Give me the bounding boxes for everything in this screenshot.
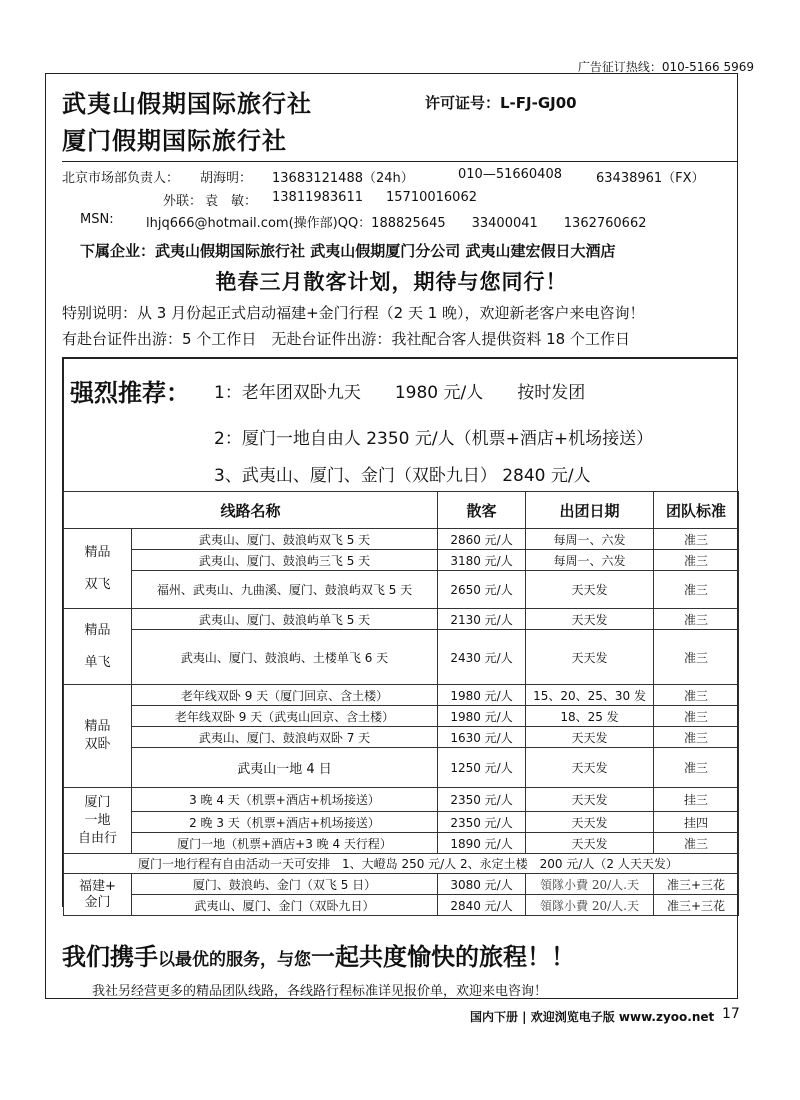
route-name: 武夷山一地 4 日 (132, 748, 438, 788)
category-xiamen-free: 厦门 一地 自由行 (64, 788, 132, 854)
table-row (64, 727, 739, 748)
route-standard: 准三 (654, 748, 739, 788)
route-price: 2860 元/人 (438, 529, 526, 550)
category-single-flight: 精品 单飞 (64, 609, 132, 685)
route-date: 天天发 (526, 727, 654, 748)
license-number: 许可证号：L-FJ-GJ00 (425, 94, 577, 112)
route-price: 2130 元/人 (438, 609, 526, 630)
table-row (64, 812, 739, 833)
page-number: 17 (722, 1006, 740, 1022)
route-standard: 准三+三花 (654, 895, 739, 916)
route-name: 老年线双卧 9 天（厦门回京、含土楼） (132, 685, 438, 706)
recommend-item-3: 3、武夷山、厦门、金门（双卧九日） 2840 元/人 (214, 466, 591, 486)
route-date: 天天发 (526, 812, 654, 833)
route-price: 1980 元/人 (438, 685, 526, 706)
category-fujian-jinmen: 福建+ 金门 (64, 874, 132, 916)
ad-hotline: 广告征订热线：010-5166 5969 (577, 60, 754, 74)
table-row (64, 874, 739, 895)
route-price: 2430 元/人 (438, 630, 526, 685)
route-date: 天天发 (526, 571, 654, 609)
contact-label-2: 外联： (163, 194, 203, 209)
contact-phone-1: 13683121488（24h） (272, 171, 414, 186)
xiamen-extra-note: 厦门一地行程有自由活动一天可安排 1、大嶝岛 250 元/人 2、永定土楼 200 元/人（2 人天天发） (64, 854, 739, 874)
route-standard: 准三 (654, 630, 739, 685)
route-price: 2350 元/人 (438, 788, 526, 812)
route-date: 天天发 (526, 630, 654, 685)
slogan-part-2: 以最优的服务，与您 (158, 950, 311, 970)
route-date: 每周一、六发 (526, 529, 654, 550)
table-row (64, 685, 739, 706)
route-price: 2840 元/人 (438, 895, 526, 916)
route-standard: 准三 (654, 727, 739, 748)
closing-note: 我社另经营更多的精品团队线路，各线路行程标准详见报价单，欢迎来电咨询！ (92, 984, 548, 999)
contact-fax: 63438961（FX） (596, 171, 705, 186)
route-date: 天天发 (526, 833, 654, 854)
table-row (64, 895, 739, 916)
table-row (64, 529, 739, 550)
route-name: 厦门、鼓浪屿、金门（双飞 5 日） (132, 874, 438, 895)
route-date: 每周一、六发 (526, 550, 654, 571)
recommend-label: 强烈推荐： (70, 379, 190, 407)
table-header-row (64, 492, 739, 529)
route-standard: 准三+三花 (654, 874, 739, 895)
route-date: 15、20、25、30 发 (526, 685, 654, 706)
slogan-part-1: 我们携手 (62, 943, 158, 971)
route-name: 武夷山、厦门、金门（双卧九日） (132, 895, 438, 916)
route-standard: 准三 (654, 685, 739, 706)
table-row (64, 748, 739, 788)
contact-phone-4: 15710016062 (386, 190, 477, 205)
header-price: 散客 (438, 492, 526, 529)
route-standard: 准三 (654, 833, 739, 854)
route-name: 福州、武夷山、九曲溪、厦门、鼓浪屿双飞 5 天 (132, 571, 438, 609)
route-name: 武夷山、厦门、鼓浪屿、土楼单飞 6 天 (132, 630, 438, 685)
table-row (64, 550, 739, 571)
route-date: 天天发 (526, 748, 654, 788)
special-note: 特别说明：从 3 月份起正式启动福建+金门行程（2 天 1 晚），欢迎新老客户来电咨询！ (62, 304, 645, 322)
header-route: 线路名称 (64, 492, 438, 529)
route-name: 武夷山、厦门、鼓浪屿单飞 5 天 (132, 609, 438, 630)
route-name: 厦门一地（机票+酒店+3 晚 4 天行程） (132, 833, 438, 854)
route-name: 2 晚 3 天（机票+酒店+机场接送） (132, 812, 438, 833)
contact-label-1: 北京市场部负责人： (62, 171, 180, 186)
route-name: 3 晚 4 天（机票+酒店+机场接送） (132, 788, 438, 812)
subsidiaries: 下属企业：武夷山假期国际旅行社 武夷山假期厦门分公司 武夷山建宏假日大酒店 (80, 242, 616, 260)
category-double-flight: 精品 双飞 (64, 529, 132, 609)
route-standard: 准三 (654, 609, 739, 630)
table-row (64, 571, 739, 609)
route-price: 2350 元/人 (438, 812, 526, 833)
category-sleeper: 精品 双卧 (64, 685, 132, 788)
route-price: 3180 元/人 (438, 550, 526, 571)
route-date: 天天发 (526, 788, 654, 812)
contact-name-1: 胡海明： (200, 171, 253, 186)
route-price: 3080 元/人 (438, 874, 526, 895)
visa-note: 有赴台证件出游：5 个工作日 无赴台证件出游：我社配合客人提供资料 18 个工作日 (62, 330, 630, 348)
table-note-row (64, 854, 739, 874)
table-row (64, 630, 739, 685)
route-price: 1630 元/人 (438, 727, 526, 748)
route-standard: 挂三 (654, 788, 739, 812)
route-standard: 挂四 (654, 812, 739, 833)
recommend-top-border (62, 357, 738, 359)
header-divider (62, 161, 738, 162)
contact-phone-3: 13811983611 (272, 190, 363, 205)
msn-qq-value: lhjq666@hotmail.com(操作部)QQ：188825645 33400041 1362760662 (146, 216, 647, 231)
bottom-slogan (62, 937, 575, 972)
slogan-part-4: 愉快的旅程！！ (407, 943, 575, 971)
route-standard: 准三 (654, 550, 739, 571)
msn-label: MSN: (80, 212, 114, 227)
table-row (64, 788, 739, 812)
route-price: 2650 元/人 (438, 571, 526, 609)
table-row (64, 706, 739, 727)
route-price: 1250 元/人 (438, 748, 526, 788)
routes-table (63, 491, 739, 916)
route-date: 領隊小費 20/人.天 (526, 874, 654, 895)
contact-name-2: 袁 敏： (205, 194, 258, 209)
table-row (64, 833, 739, 854)
agency-name-2: 厦门假期国际旅行社 (62, 127, 287, 155)
table-row (64, 609, 739, 630)
recommend-item-2: 2：厦门一地自由人 2350 元/人（机票+酒店+机场接送） (214, 429, 654, 449)
route-name: 武夷山、厦门、鼓浪屿双卧 7 天 (132, 727, 438, 748)
route-date: 18、25 发 (526, 706, 654, 727)
agency-name-1: 武夷山假期国际旅行社 (62, 90, 312, 118)
header-date: 出团日期 (526, 492, 654, 529)
route-date: 天天发 (526, 609, 654, 630)
route-standard: 准三 (654, 529, 739, 550)
route-price: 1980 元/人 (438, 706, 526, 727)
footer-text: 国内下册 | 欢迎浏览电子版 www.zyoo.net (470, 1010, 715, 1024)
route-name: 老年线双卧 9 天（武夷山回京、含土楼） (132, 706, 438, 727)
route-standard: 准三 (654, 706, 739, 727)
header-standard: 团队标准 (654, 492, 739, 529)
recommend-item-1: 1：老年团双卧九天 1980 元/人 按时发团 (214, 383, 586, 403)
contact-phone-2: 010—51660408 (458, 167, 562, 182)
route-name: 武夷山、厦门、鼓浪屿双飞 5 天 (132, 529, 438, 550)
route-price: 1890 元/人 (438, 833, 526, 854)
route-standard: 准三 (654, 571, 739, 609)
march-slogan: 艳春三月散客计划，期待与您同行！ (215, 270, 568, 294)
slogan-part-3: 一起共度 (311, 943, 407, 971)
route-date: 領隊小費 20/人.天 (526, 895, 654, 916)
route-name: 武夷山、厦门、鼓浪屿三飞 5 天 (132, 550, 438, 571)
